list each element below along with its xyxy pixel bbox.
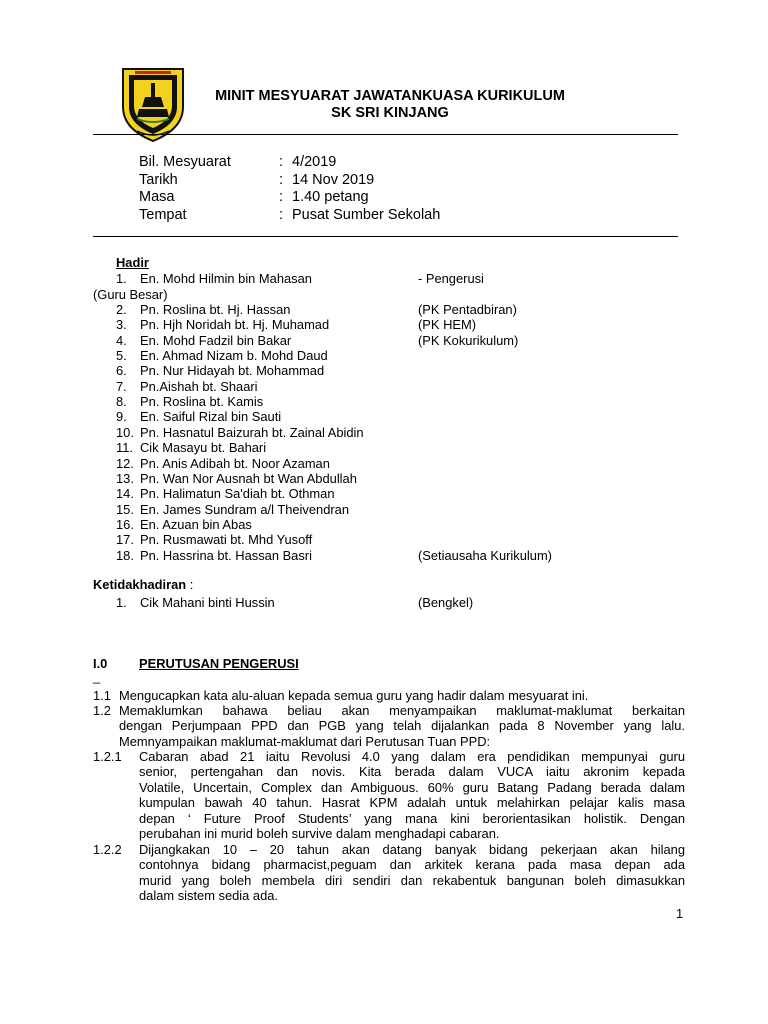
meeting-field-value: 4/2019 bbox=[292, 154, 337, 170]
attendee-number: 11. bbox=[116, 440, 133, 456]
item-line: contohnya bidang pharmacist,peguam dan arkitek kerana pada masa depan ada bbox=[139, 857, 685, 873]
attendee-name: Pn. Roslina bt. Kamis bbox=[140, 394, 264, 410]
absence-heading: Ketidakhadiran bbox=[93, 577, 187, 592]
attendee-name: Pn. Anis Adibah bt. Noor Azaman bbox=[140, 455, 330, 471]
attendee-number: 5. bbox=[116, 348, 127, 364]
attendee-name: Pn. Halimatun Sa'diah bt. Othman bbox=[140, 486, 335, 502]
meeting-field-colon: : bbox=[279, 154, 284, 170]
meeting-field-colon: : bbox=[279, 171, 284, 188]
item-line: dalam sistem sedia ada. bbox=[139, 888, 279, 904]
item-line: kumpulan bawah 40 tahun. Hasrat KPM adalah untuk melahirkan pelajar kalis masa bbox=[139, 795, 685, 811]
item-line: depan ‘ Future Proof Students’ yang mana kini berorientasikan holistik. Dengan bbox=[139, 810, 685, 826]
item-paragraph bbox=[139, 749, 685, 841]
attendee-role-wrap: (Guru Besar) bbox=[93, 287, 168, 302]
item-number: 1.1 bbox=[93, 688, 111, 703]
attendee-name: En. Saiful Rizal bin Sauti bbox=[140, 409, 282, 425]
attendee-name: Pn. Nur Hidayah bt. Mohammad bbox=[140, 363, 325, 379]
attendee-number: 1. bbox=[116, 271, 127, 286]
attendance-heading: Hadir bbox=[116, 255, 149, 270]
attendee-number: 12. bbox=[116, 455, 134, 471]
item-number: 1.2.2 bbox=[93, 842, 122, 857]
meeting-field-colon: : bbox=[279, 189, 284, 205]
attendee-number: 4. bbox=[116, 332, 127, 348]
document-title-line-2: SK SRI KINJANG bbox=[331, 105, 449, 121]
item-line: Memaklumkan bahawa beliau akan menyampaikan maklumat-maklumat berkaitan bbox=[119, 703, 685, 718]
attendee-name: Pn. Rusmawati bt. Mhd Yusoff bbox=[140, 532, 313, 548]
meeting-field-value: 1.40 petang bbox=[292, 189, 369, 205]
meeting-field-label: Tempat bbox=[139, 206, 187, 223]
item-number: 1.2 bbox=[93, 703, 111, 718]
attendee-name: En. Mohd Hilmin bin Mahasan bbox=[140, 271, 312, 286]
item-line: senior, pertengahan dan novis. Kita berada dalam VUCA iaitu akronim kepada bbox=[139, 764, 685, 780]
attendee-role: (PK HEM) bbox=[418, 317, 477, 333]
document-title-line-1: MINIT MESYUARAT JAWATANKUASA KURIKULUM bbox=[215, 88, 565, 104]
item-line: Memnyampaikan maklumat-maklumat dari Perutusan Tuan PPD: bbox=[119, 733, 491, 749]
attendee-number: 7. bbox=[116, 378, 127, 394]
attendee-number: 9. bbox=[116, 409, 127, 425]
meeting-field-label: Tarikh bbox=[139, 171, 178, 188]
section-number: I.0 bbox=[93, 656, 108, 671]
attendee-name: Pn. Hassrina bt. Hassan Basri bbox=[140, 547, 312, 563]
attendee-role: - Pengerusi bbox=[418, 271, 484, 286]
meeting-field-value: 14 Nov 2019 bbox=[292, 171, 375, 188]
attendee-name: Pn. Hjh Noridah bt. Hj. Muhamad bbox=[140, 317, 330, 333]
meeting-field-colon: : bbox=[279, 206, 284, 223]
absentee-name: Cik Mahani binti Hussin bbox=[140, 595, 275, 610]
item-line: perubahan ini murid boleh survive dalam menghadapi cabaran. bbox=[139, 826, 500, 842]
absentee-number: 1. bbox=[116, 595, 127, 610]
attendee-name: Pn. Roslina bt. Hj. Hassan bbox=[140, 302, 291, 317]
absence-colon: : bbox=[186, 577, 194, 592]
attendee-name: En. Ahmad Nizam b. Mohd Daud bbox=[140, 348, 328, 364]
attendee-number: 8. bbox=[116, 394, 127, 410]
item-line: Mengucapkan kata alu-aluan kepada semua guru yang hadir dalam mesyuarat ini. bbox=[119, 688, 589, 703]
attendee-number: 18. bbox=[116, 547, 134, 563]
item-paragraph bbox=[119, 703, 685, 749]
meeting-field-label: Masa bbox=[139, 189, 175, 205]
attendee-name: En. Azuan bin Abas bbox=[140, 516, 252, 532]
attendee-name: Pn.Aishah bt. Shaari bbox=[140, 378, 258, 394]
attendee-number: 16. bbox=[116, 516, 134, 532]
attendee-name: En. Mohd Fadzil bin Bakar bbox=[140, 332, 292, 348]
item-line: dengan Perjumpaan PPD dan PGB yang telah dijalankan pada 8 November yang lalu. bbox=[119, 718, 685, 734]
attendee-role: (PK Pentadbiran) bbox=[418, 302, 517, 317]
section-title: PERUTUSAN PENGERUSI bbox=[139, 656, 299, 671]
attendee-name: Cik Masayu bt. Bahari bbox=[140, 440, 267, 456]
header-divider bbox=[93, 134, 678, 135]
attendee-number: 10. bbox=[116, 424, 134, 440]
item-line: murid yang boleh membela diri sendiri dan rekabentuk bangunan boleh dimasukkan bbox=[139, 872, 685, 888]
attendee-number: 15. bbox=[116, 501, 134, 517]
attendee-number: 14. bbox=[116, 486, 134, 502]
absence-heading-line bbox=[93, 577, 193, 592]
item-line: Cabaran abad 21 iaitu Revolusi 4.0 yang dalam era pendidikan mempunyai guru bbox=[139, 749, 685, 764]
attendee-role: (PK Kokurikulum) bbox=[418, 332, 519, 348]
attendee-name: Pn. Hasnatul Baizurah bt. Zainal Abidin bbox=[140, 424, 364, 440]
item-paragraph bbox=[119, 688, 674, 703]
item-line: Dijangkakan 10 – 20 tahun akan datang banyak bidang pekerjaan akan hilang bbox=[139, 842, 685, 857]
page-number: 1 bbox=[676, 906, 684, 921]
attendee-name: En. James Sundram a/l Theivendran bbox=[140, 501, 349, 517]
absentee-role: (Bengkel) bbox=[418, 595, 474, 610]
attendee-number: 17. bbox=[116, 532, 134, 548]
attendee-role: (Setiausaha Kurikulum) bbox=[418, 547, 552, 563]
item-number: 1.2.1 bbox=[93, 749, 122, 764]
meeting-divider bbox=[93, 236, 678, 237]
attendee-name: Pn. Wan Nor Ausnah bt Wan Abdullah bbox=[140, 470, 357, 486]
school-crest-logo bbox=[117, 63, 189, 143]
meeting-field-value: Pusat Sumber Sekolah bbox=[292, 206, 441, 223]
attendee-number: 2. bbox=[116, 302, 127, 317]
item-line: Volatile, Uncertain, Complex dan Ambiguous. 60% guru Batang Padang berada dalam bbox=[139, 779, 685, 795]
attendee-number: 13. bbox=[116, 470, 134, 486]
attendee-number: 3. bbox=[116, 317, 127, 333]
section-underscore: _ bbox=[93, 669, 101, 684]
attendee-number: 6. bbox=[116, 363, 127, 379]
meeting-field-label: Bil. Mesyuarat bbox=[139, 154, 231, 170]
item-paragraph bbox=[139, 842, 685, 904]
